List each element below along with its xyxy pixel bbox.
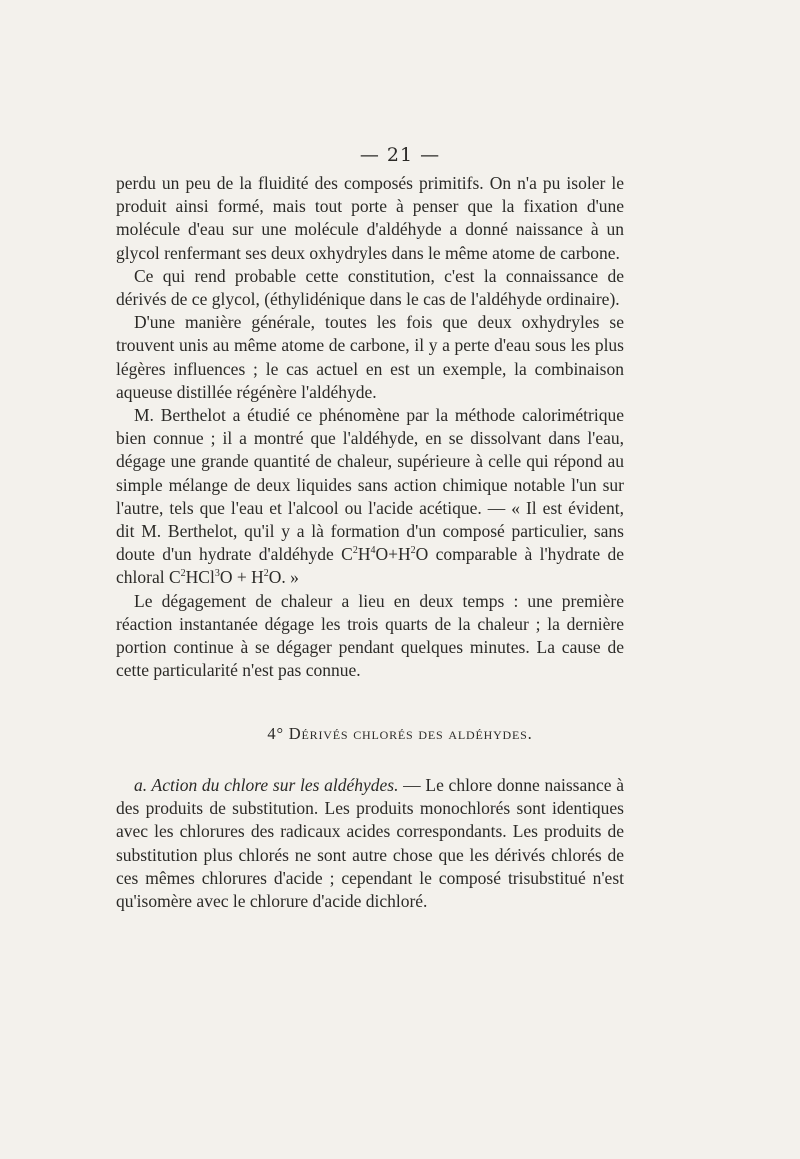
page-number: — 21 — — [359, 144, 441, 166]
paragraph-3: D'une manière générale, toutes les fois que deux oxhydryles se trouvent unis au même atome de carbone, il y a perte d'eau sous les plus légères influences ; le cas actuel en est un exemple, la combinaison aqueuse distillée régénère l'aldéhyde. — [116, 312, 624, 402]
paragraph-6-title: a. Action du chlore sur les aldéhydes. — [134, 775, 399, 795]
formula-b-h-sub: 2 — [263, 568, 269, 580]
formula-b-cl-sub: 3 — [214, 568, 220, 580]
paragraph-6-text: — Le chlore donne naissance à des produits de substitution. Les produits monochlorés sont identiques avec les chlorures des radicaux acides correspondants. Les produits de substitution plus chlorés ne sont autre chose que les dérivés chlorés de ces mêmes chlorures d'acide ; cependant le composé trisubstitué n'est qu'isomère avec le chlorure d'acide dichloré. — [116, 775, 624, 912]
paragraph-4-text: M. Berthelot a étudié ce phénomène par la méthode calorimétrique bien connue ; il a montré que l'aldéhyde, en se dissolvant dans l'eau, dégage une grande quantité de chaleur, supérieure à celle qui répond au simple mélange de deux liquides sans action chimique notable l'un sur l'autre, tels que l'eau et l'alcool ou l'acide acétique. — « Il est évident, dit M. Berthelot, qu'il y a là formation d'un composé particulier, sans doute d'un hydrate d'aldéhyde C — [116, 405, 624, 565]
formula-b-mid2: O + H — [219, 567, 264, 588]
section-heading: 4° Dérivés chlorés des aldéhydes. — [267, 724, 533, 743]
paragraph-6 — [116, 774, 624, 913]
formula-b-c-sub: 2 — [180, 568, 186, 580]
formula-b-mid: HCl — [185, 567, 215, 588]
paragraph-4 — [116, 404, 624, 590]
formula-a-c-sub: 2 — [352, 545, 358, 557]
paragraph-2: Ce qui rend probable cette constitution, c'est la connaissance de dérivés de ce glycol, (éthylidénique dans le cas de l'aldéhyde ordinaire). — [116, 265, 624, 310]
formula-a-rest: O+H — [375, 544, 411, 565]
body-text — [116, 172, 624, 682]
paragraph-1: perdu un peu de la fluidité des composés primitifs. On n'a pu isoler le produit ainsi formé, mais tout porte à penser que la fixation d'une molécule d'eau sur une molécule d'aldéhyde a donné naissance à un glycol renfermant ses deux oxhydryles dans le même atome de carbone. — [116, 173, 624, 263]
paragraph-5: Le dégagement de chaleur a lieu en deux temps : une première réaction instantanée dégage les trois quarts de la chaleur ; la dernière portion continue à se dégager pendant quelques minutes. La cause de cette particularité n'est pas connue. — [116, 590, 624, 681]
body-text-2 — [116, 774, 624, 913]
formula-a-h: H — [357, 544, 371, 565]
formula-a-tail: O comparable à l'hydrate de chloral C — [116, 544, 624, 588]
formula-a-h-sub: 4 — [370, 545, 376, 557]
formula-b-end: O. » — [268, 567, 299, 588]
formula-a-h2-sub: 2 — [410, 545, 416, 557]
